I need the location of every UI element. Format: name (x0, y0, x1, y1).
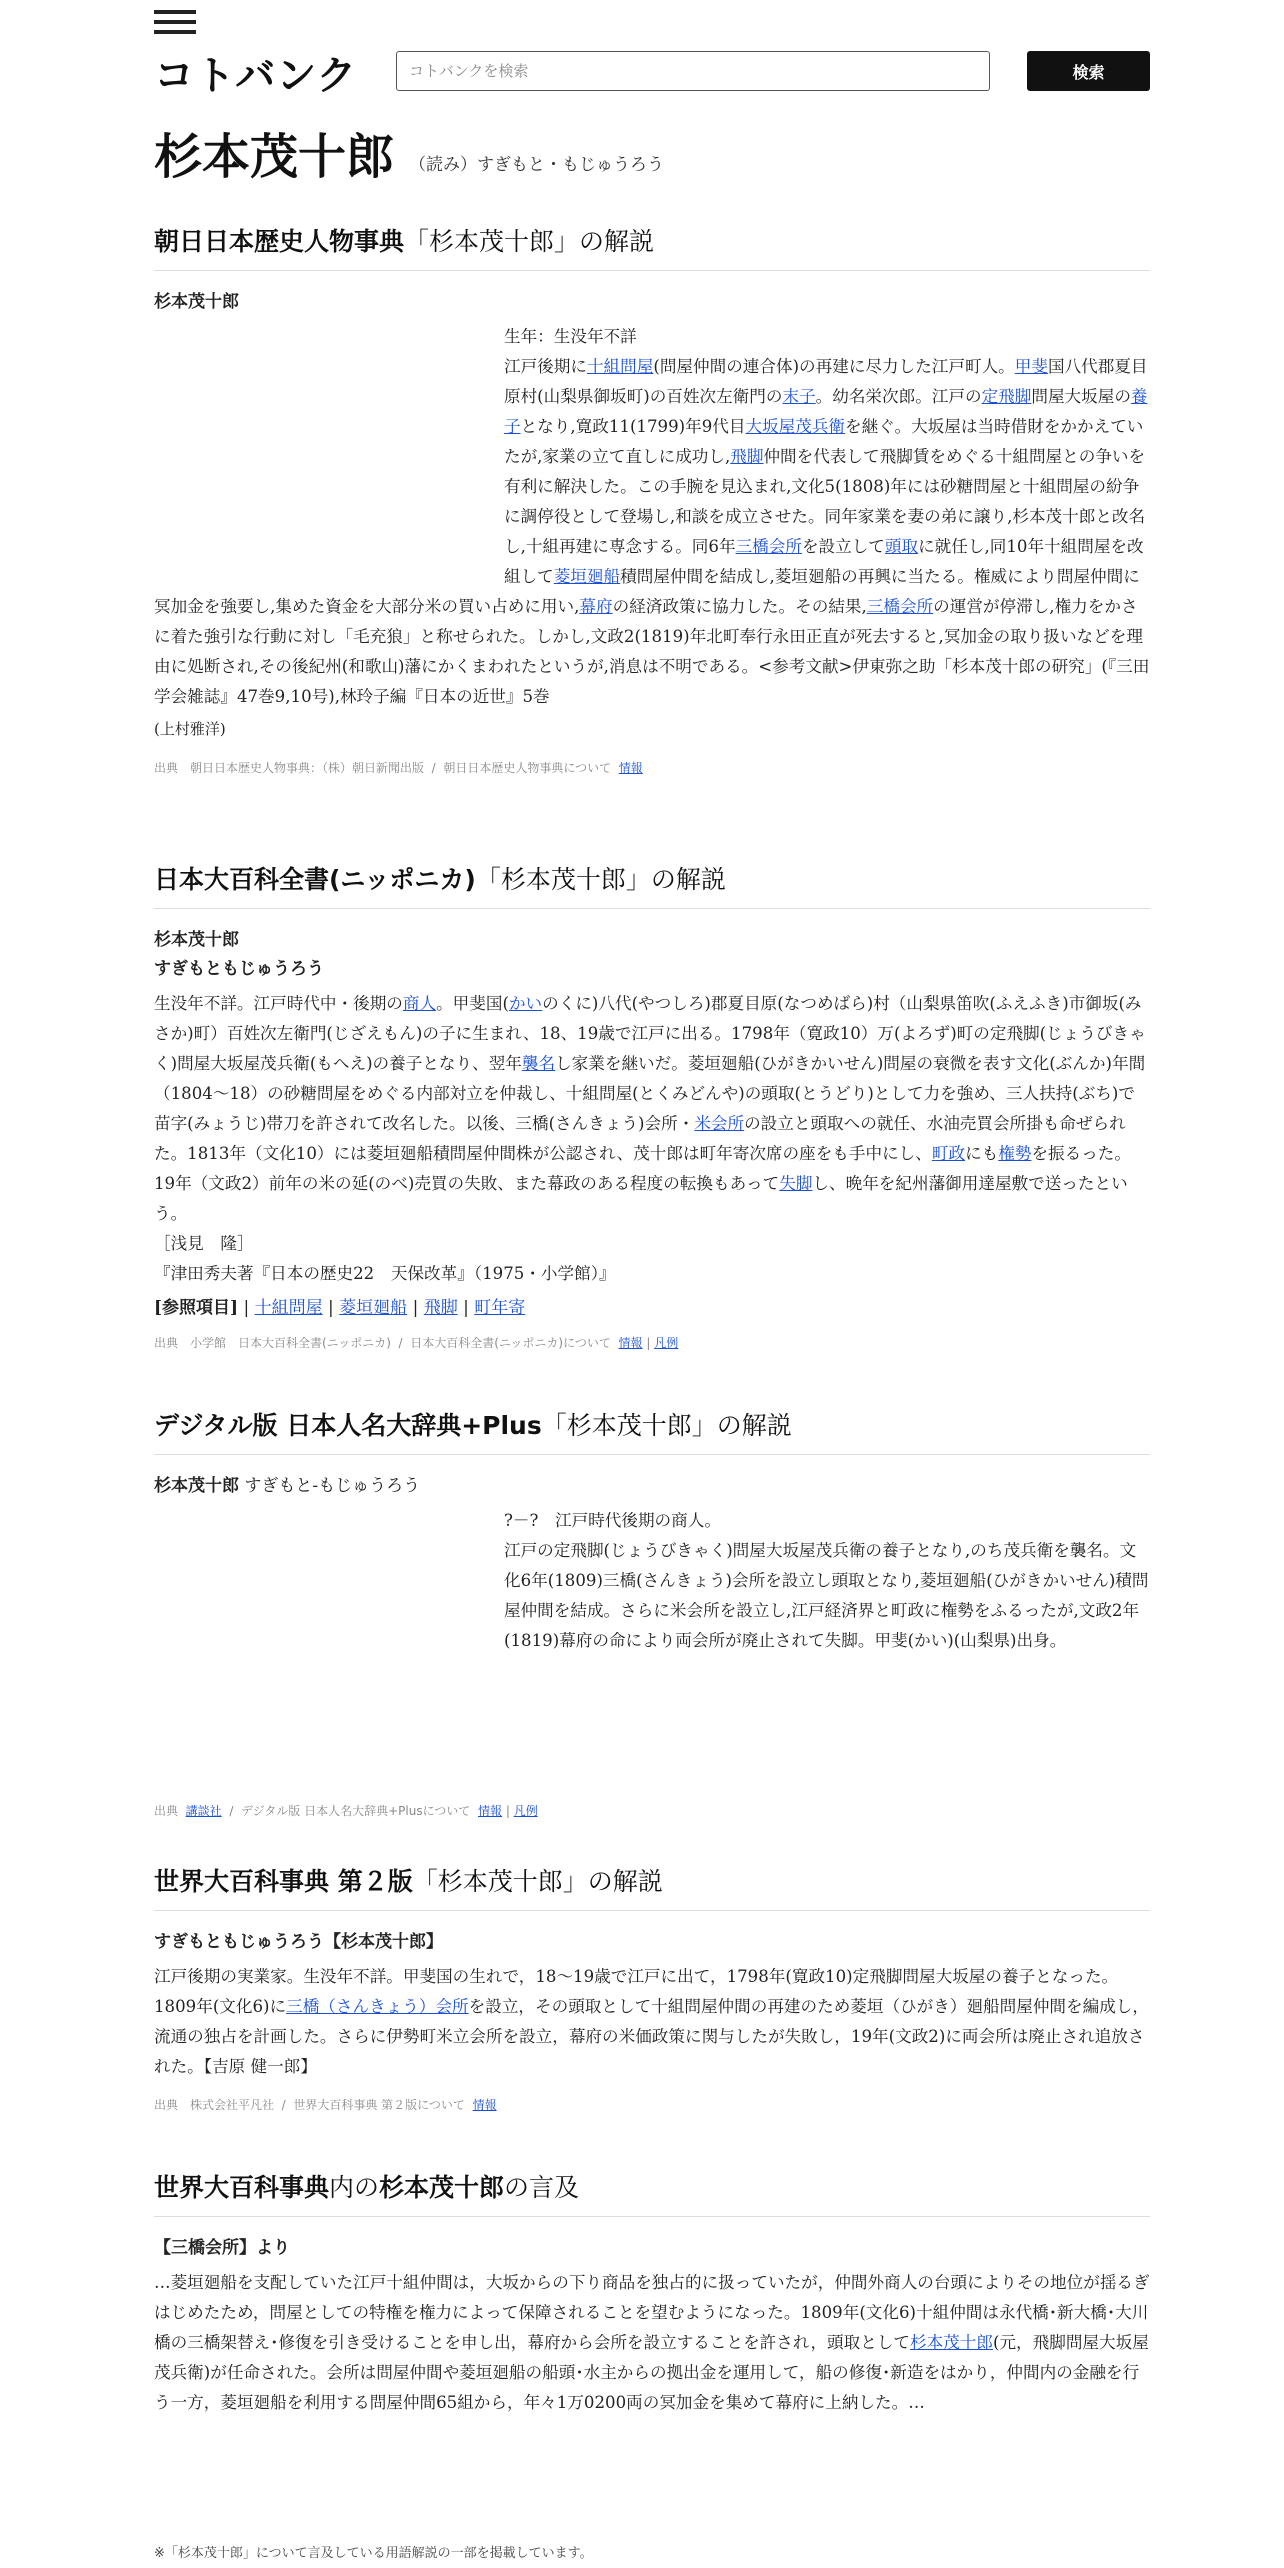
entry-author: (上村雅洋) (154, 720, 226, 738)
info-link[interactable]: 情報 (618, 1336, 643, 1350)
page-reading: （読み）すぎもと・もじゅうろう (409, 155, 664, 175)
see-also-link[interactable]: 飛脚 (423, 1298, 458, 1318)
section-heading: 朝日日本歴史人物事典「杉本茂十郎」の解説 (154, 222, 1150, 271)
link-term[interactable]: 杉本茂十郎 (910, 2333, 993, 2352)
entry-body: 生没年不詳。江戸時代中・後期の商人。甲斐国(かいのくに)八代(やつしろ)郡夏目原(なつめばら)村（山梨県笛吹(ふえふき)市御坂(みさか)町）百姓次左衛門(じざえもん)の子に生まれ、18、19歳で江戸に出る。1798年（寛政10）万(よろず)町の定飛脚(じょうびきゃく)問屋大坂屋茂兵衛(もへえ)の養子となり、翌年襲名し家業を継いだ。菱垣廻船(ひがきかいせん)問屋の衰微を表す文化(ぶんか)年間（1804～18）の砂糖問屋をめぐる内部対立を仲裁し、十組問屋(とくみどんや)の頭取(とうどり)として力を強め、三人扶持(ぶち)で苗字(みょうじ)帯刀を許されて改名した。以後、三橋(さんきょう)会所・米会所の設立と頭取への就任、水油売買会所掛も命ぜられた。1813年（文化10）には菱垣廻船積問屋仲間株が公認され、茂十郎は町年寄次席の座をも手中にし、町政にも権勢を振るった。19年（文政2）前年の米の延(のべ)売買の失敗、また幕政のある程度の転換もあって失脚し、晩年を紀州藩御用達屋敷で送ったという。 ［浅見 隆］ 『津田秀夫著『日本の歴史22 天保改革』（1975・小学館）』 (154, 989, 1150, 1289)
entry-body: 江戸後期の実業家。生没年不詳。甲斐国の生れで，18～19歳で江戸に出て，1798年(寛政10)定飛脚問屋大坂屋の養子となった。1809年(文化6)に三橋（さんきょう）会所を設立，その頭取として十組問屋仲間の再建のため菱垣（ひがき）廻船問屋仲間を編成し，流通の独占を計画した。さらに伊勢町米立会所を設立，幕府の米価政策に関与したが失敗し，19年(文政2)に両会所は廃止され追放された。【吉原 健一郎】 (154, 1967, 1149, 2076)
info-link[interactable]: 情報 (618, 761, 643, 775)
publisher-link[interactable]: 講談社 (185, 1804, 222, 1818)
entry-term: 杉本茂十郎 (154, 930, 239, 950)
link-term[interactable]: 三橋会所 (735, 537, 802, 556)
info-link[interactable]: 情報 (477, 1804, 502, 1818)
entry-line: 生年：生没年不詳 (504, 327, 637, 346)
source-line: 出典 講談社 / デジタル版 日本人名大辞典+Plusについて 情報 | 凡例 (154, 1804, 538, 1818)
link-term[interactable]: 失脚 (779, 1174, 813, 1193)
link-term[interactable]: 末子 (782, 387, 816, 406)
link-term[interactable]: 定飛脚 (981, 387, 1032, 406)
entry-bibliography: 『津田秀夫著『日本の歴史22 天保改革』（1975・小学館）』 (154, 1264, 616, 1283)
legend-link[interactable]: 凡例 (513, 1804, 538, 1818)
source-line: 出典 小学館 日本大百科全書(ニッポニカ) / 日本大百科全書(ニッポニカ)について 情報 | 凡例 (154, 1336, 679, 1350)
link-term[interactable]: 幕府 (579, 597, 613, 616)
link-term[interactable]: 菱垣廻船 (553, 567, 621, 586)
link-term[interactable]: 三橋（さんきょう）会所 (286, 1997, 469, 2016)
mention-note: ※「杉本茂十郎」について言及している用語解説の一部を掲載しています。 (154, 2546, 593, 2561)
legend-link[interactable]: 凡例 (654, 1336, 679, 1350)
link-term[interactable]: 襲名 (521, 1054, 556, 1073)
link-term[interactable]: 頭取 (884, 537, 919, 556)
entry-body (154, 1506, 1150, 1656)
see-also-link[interactable]: 町年寄 (474, 1298, 526, 1318)
section-nipponica (154, 860, 1150, 1351)
section-heading: 世界大百科事典内の杉本茂十郎の言及 (154, 2168, 1150, 2217)
link-term[interactable]: 十組問屋 (586, 357, 654, 376)
link-term[interactable]: 甲斐 (1014, 357, 1048, 376)
link-term[interactable]: 権勢 (998, 1144, 1032, 1163)
link-term[interactable]: 商人 (402, 994, 437, 1013)
entry-author: ［浅見 隆］ (154, 1234, 254, 1253)
link-term[interactable]: 大坂屋茂兵衛 (745, 417, 846, 436)
entry-line: 江戸の定飛脚(じょうびきゃく)問屋大坂屋茂兵衛の養子となり,のち茂兵衛を襲名。文化6年(1809)三橋(さんきょう)会所を設立し頭取となり,菱垣廻船(ひがきかいせん)積問屋仲間を結成。さらに米会所を設立し,江戸経済界と町政に権勢をふるったが,文政2年(1819)幕府の命により両会所が廃止されて失脚。甲斐(かい)(山梨県)出身。 (504, 1541, 1149, 1650)
link-term[interactable]: 飛脚 (730, 447, 764, 466)
see-also-link[interactable]: 菱垣廻船 (339, 1298, 408, 1318)
entry-term-reading: すぎもともじゅうろう (154, 959, 324, 979)
entry-body: 生年：生没年不詳 江戸後期に十組問屋(問屋仲間の連合体)の再建に尽力した江戸町人。甲斐国八代郡夏目原村(山梨県御坂町)の百姓次左衛門の末子。幼名栄次郎。江戸の定飛脚問屋大坂屋の養子となり,寛政11(1799)年9代目大坂屋茂兵衛を継ぐ。大坂屋は当時借財をかかえていたが,家業の立て直しに成功し,飛脚仲間を代表して飛脚賃をめぐる十組問屋との争いを有利に解決した。この手腕を見込まれ,文化5(1808)年には砂糖問屋と十組問屋の紛争に調停役として登場し,和談を成立させた。同年家業を妻の弟に譲り,杉本茂十郎と改名し,十組再建に専念する。同6年三橋会所を設立して頭取に就任し,同10年十組問屋を改組して菱垣廻船積問屋仲間を結成し,菱垣廻船の再興に当たる。権威により問屋仲間に冥加金を強要し,集めた資金を大部分米の買い占めに用い,幕府の経済政策に協力した。その結果,三橋会所の運営が停滞し,権力をかさに着た強引な行動に対し「毛充狼」と称せられた。しかし,文政2(1819)年北町奉行永田正直が死去すると,冥加金の取り扱いなどを理由に処断され,その後紀州(和歌山)藩にかくまわれたというが,消息は不明である。<参考文献>伊東弥之助「杉本茂十郎の研究」(『三田学会雑誌』47巻9,10号),林玲子編『日本の近世』5巻 (154, 322, 1150, 712)
section-jinmei (154, 1406, 1150, 1818)
section-sekai (154, 1862, 1150, 2113)
see-also: [参照項目] | 十組問屋 | 菱垣廻船 | 飛脚 | 町年寄 (154, 1298, 526, 1318)
entry-term: すぎもともじゅうろう【杉本茂十郎】 (154, 1932, 443, 1952)
search-button[interactable]: 検索 (1027, 51, 1150, 91)
entry-term: 杉本茂十郎 (154, 292, 239, 312)
source-line: 出典 朝日日本歴史人物事典：（株）朝日新聞出版 / 朝日日本歴史人物事典について 情報 (154, 761, 643, 775)
layout-spacer (154, 1506, 504, 1686)
section-heading: デジタル版 日本人名大辞典+Plus「杉本茂十郎」の解説 (154, 1406, 1150, 1455)
entry-term-reading: すぎもと-もじゅうろう (244, 1476, 421, 1496)
site-logo[interactable]: コトバンク (154, 53, 358, 99)
link-term[interactable]: かい (508, 994, 543, 1013)
entry-body: …菱垣廻船を支配していた江戸十組仲間は，大坂からの下り商品を独占的に扱っていたが，仲間外商人の台頭によりその地位が揺るぎはじめたため，問屋としての特権を権力によって保障されることを望むようになった。1809年(文化6)十組仲間は永代橋･新大橋･大川橋の三橋架替え･修復を引き受けることを申し出，幕府から会所を設立することを許され，頭取として杉本茂十郎(元，飛脚問屋大坂屋茂兵衛)が任命された。会所は問屋仲間や菱垣廻船の船頭･水主からの拠出金を運用して，船の修復･新造をはかり，仲間内の金融を行う一方，菱垣廻船を利用する問屋仲間65組から，年々1万0200両の冥加金を集めて幕府に上納した。… (154, 2273, 1150, 2412)
entry-term-line (154, 1471, 1150, 1496)
entry-line: ?－? 江戸時代後期の商人。 (504, 1511, 721, 1530)
link-term[interactable]: 町政 (931, 1144, 966, 1163)
menu-icon[interactable] (154, 10, 196, 36)
section-asahi (154, 222, 1150, 776)
entry-term: 【三橋会所】より (154, 2238, 290, 2258)
source-line: 出典 株式会社平凡社 / 世界大百科事典 第２版について 情報 (154, 2098, 497, 2112)
search-input[interactable] (396, 51, 990, 91)
link-term[interactable]: 三橋会所 (866, 597, 934, 616)
section-mentions (154, 2168, 1150, 2561)
link-term[interactable]: 米会所 (694, 1114, 745, 1133)
info-link[interactable]: 情報 (472, 2098, 497, 2112)
see-also-link[interactable]: 十組問屋 (254, 1298, 323, 1318)
link-term[interactable]: 養子 (504, 387, 1148, 436)
section-heading: 日本大百科全書(ニッポニカ)「杉本茂十郎」の解説 (154, 860, 1150, 909)
page-title: 杉本茂十郎 (154, 129, 395, 185)
entry-term: 杉本茂十郎 (154, 1476, 239, 1496)
layout-spacer (154, 322, 504, 582)
section-heading: 世界大百科事典 第２版「杉本茂十郎」の解説 (154, 1862, 1150, 1911)
